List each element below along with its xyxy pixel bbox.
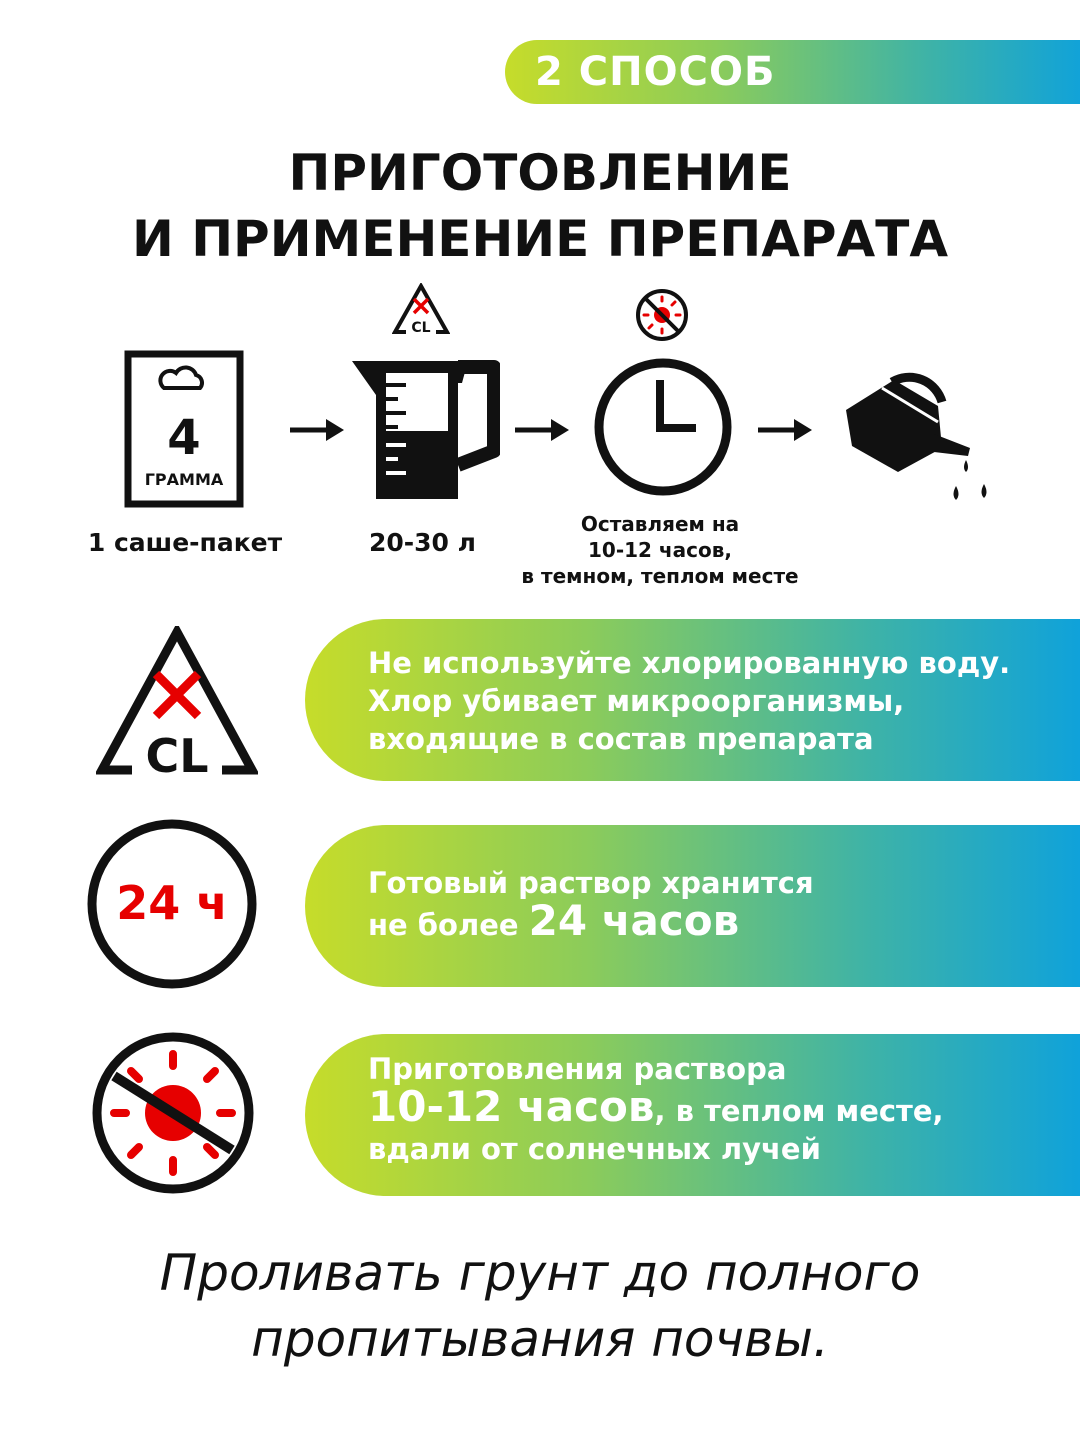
svg-text:CL: CL — [411, 320, 431, 335]
chlorine-line-2: Хлор убивает микроорганизмы, — [368, 684, 905, 718]
clock-caption-line-3: в темном, теплом месте — [521, 564, 799, 588]
title-line-1: ПРИГОТОВЛЕНИЕ — [288, 144, 792, 202]
storage-line-2-prefix: не более — [368, 908, 529, 942]
clock-caption-line-1: Оставляем на — [580, 512, 740, 536]
chlorine-icon-text: CL — [145, 729, 209, 776]
method-badge — [505, 40, 1080, 104]
storage-24h-text: 24 ч — [116, 876, 228, 930]
bottom-note-line-2: пропитывания почвы. — [251, 1310, 829, 1368]
no-chlorine-small-icon — [392, 283, 450, 339]
sachet-icon — [124, 350, 244, 508]
clock-icon — [592, 356, 734, 502]
no-chlorine-icon — [96, 626, 258, 780]
storage-line-2-big: 24 часов — [528, 896, 740, 945]
clock-caption — [505, 511, 815, 589]
sun-info-text — [368, 1050, 944, 1168]
sachet-unit: ГРАММА — [144, 470, 224, 489]
chlorine-line-1: Не используйте хлорированную воду. — [368, 646, 1011, 680]
storage-info-text — [368, 864, 814, 944]
no-sun-small-icon — [635, 288, 689, 346]
sun-line-2-suffix: , в теплом месте, — [654, 1094, 944, 1128]
title-line-2: И ПРИМЕНЕНИЕ ПРЕПАРАТА — [131, 210, 949, 268]
sun-line-3: вдали от солнечных лучей — [368, 1132, 821, 1166]
sun-line-1: Приготовления раствора — [368, 1052, 787, 1086]
chlorine-line-3: входящие в состав препарата — [368, 722, 874, 756]
bottom-note — [0, 1240, 1080, 1372]
sachet-number: 4 — [167, 410, 201, 466]
method-badge-label: 2 СПОСОБ — [535, 49, 776, 95]
storage-24h-icon — [86, 818, 258, 994]
jug-caption: 20-30 л — [369, 528, 476, 557]
measuring-jug-icon — [350, 355, 500, 509]
chlorine-info-text — [368, 644, 1010, 758]
sun-line-2-big: 10-12 часов — [368, 1082, 655, 1131]
clock-caption-line-2: 10-12 часов, — [587, 538, 732, 562]
bottom-note-line-1: Проливать грунт до полного — [159, 1244, 921, 1302]
sachet-caption: 1 саше-пакет — [87, 528, 283, 557]
no-sun-icon — [92, 1032, 254, 1198]
arrow-right-icon — [290, 415, 346, 449]
arrow-right-icon — [758, 415, 814, 449]
storage-line-1: Готовый раствор хранится — [368, 866, 814, 900]
watering-can-icon — [838, 362, 998, 506]
page-title — [0, 140, 1080, 272]
arrow-right-icon — [515, 415, 571, 449]
